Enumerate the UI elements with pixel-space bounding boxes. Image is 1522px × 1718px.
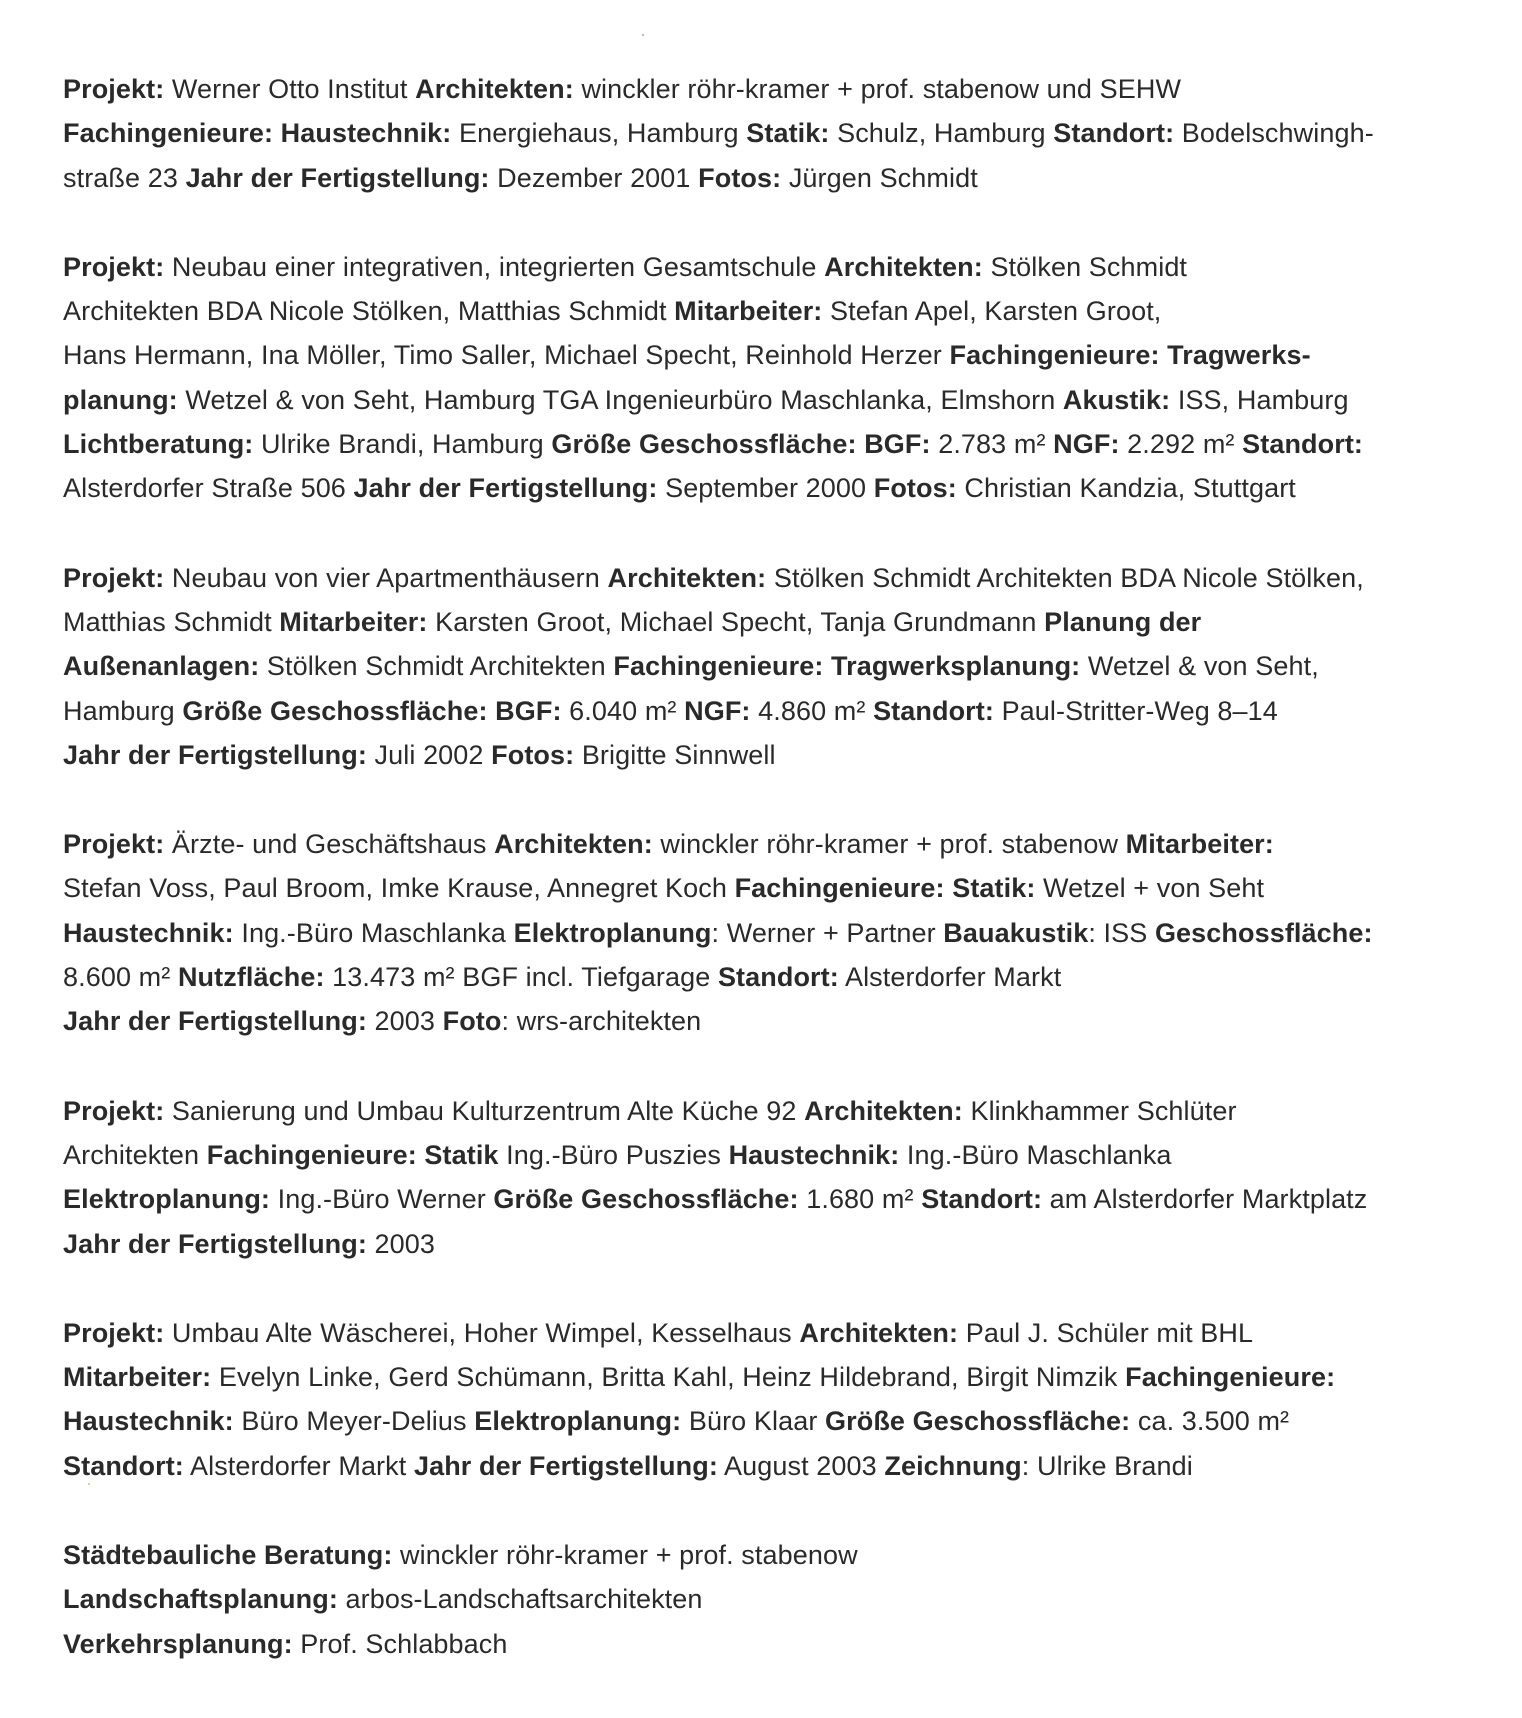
field-label: Projekt: [63, 1095, 165, 1126]
field-label: Standort: [873, 695, 994, 726]
credits-line [63, 1133, 1462, 1177]
field-label: Jahr der Fertigstellung: [63, 739, 367, 770]
field-value: Neubau einer integrativen, integrierten Gesamtschule [164, 251, 825, 282]
field-value: Umbau Alte Wäscherei, Hoher Wimpel, Kesselhaus [164, 1317, 800, 1348]
credits-line [63, 422, 1462, 466]
field-value: Brigitte Sinnwell [574, 739, 776, 770]
credits-line [63, 600, 1462, 644]
field-value: Neubau von vier Apartmenthäusern [164, 562, 608, 593]
field-label: Lichtberatung: [63, 429, 254, 460]
field-label: Größe Geschossfläche: BGF: [551, 429, 931, 460]
field-label: Architekten: [607, 562, 767, 593]
field-label: Landschaftsplanung: [63, 1584, 338, 1615]
credits-line [63, 689, 1462, 733]
scan-speck [642, 34, 644, 36]
field-value: Stölken Schmidt [982, 251, 1188, 282]
field-value: Werner Otto Institut [164, 74, 416, 104]
field-value: Karsten Groot, Michael Specht, Tanja Grundmann [427, 606, 1045, 637]
field-value: Energiehaus, Hamburg [451, 118, 747, 149]
field-value: Ulrike Brandi, Hamburg [253, 429, 552, 460]
credits-line [63, 1577, 1462, 1621]
credits-line [63, 1533, 1462, 1577]
field-label: Standort: [1242, 429, 1364, 460]
field-value: September 2000 [657, 473, 874, 504]
credits-paragraph [63, 1533, 1462, 1666]
field-value: Stefan Apel, Karsten Groot, [822, 296, 1162, 327]
field-label: Fachingenieure: Haustechnik: [63, 118, 452, 149]
credits-line [63, 733, 1462, 777]
field-value: Christian Kandzia, Stuttgart [956, 473, 1296, 504]
field-label: Projekt: [63, 829, 165, 860]
field-label: Jahr der Fertigstellung: [413, 1450, 718, 1481]
field-label: Außenanlagen: [63, 651, 260, 682]
field-value: 2.292 m² [1119, 429, 1243, 460]
field-value: Schulz, Hamburg [829, 118, 1054, 149]
field-value: Matthias Schmidt [63, 606, 280, 637]
field-label: Projekt: [63, 562, 165, 593]
field-label: Größe Geschossfläche: [825, 1406, 1131, 1437]
field-label: Haustechnik: [728, 1139, 900, 1170]
field-label: Fachingenieure: [1125, 1362, 1336, 1393]
field-value: Ärzte- und Geschäftshaus [164, 829, 495, 860]
credits-line [63, 156, 1462, 200]
credits-line [63, 1444, 1462, 1488]
field-value: Klinkhammer Schlüter [962, 1095, 1237, 1126]
field-value: Hans Hermann, Ina Möller, Timo Saller, Michael Specht, Reinhold Herzer [63, 340, 950, 371]
field-label: Nutzfläche: [177, 962, 325, 993]
credits-line [63, 289, 1462, 333]
field-value: straße 23 [63, 162, 186, 193]
field-label: Standort: [63, 1450, 184, 1481]
field-label: Fotos: [873, 473, 957, 504]
field-value: 4.860 m² [750, 695, 874, 726]
credits-line [63, 556, 1462, 600]
field-value: Evelyn Linke, Gerd Schümann, Britta Kahl, Heinz Hildebrand, Birgit Nimzik [211, 1362, 1126, 1393]
credits-line [63, 911, 1462, 955]
field-label: NGF: [684, 695, 751, 726]
field-value: Alsterdorfer Straße 506 [63, 473, 354, 504]
scan-speck [88, 1483, 90, 1485]
credits-line [63, 1089, 1462, 1133]
field-value: Büro Klaar [681, 1406, 826, 1437]
field-value: ca. 3.500 m² [1130, 1406, 1290, 1437]
field-label: Statik: [746, 118, 830, 149]
field-value: Architekten BDA Nicole Stölken, Matthias Schmidt [63, 296, 675, 327]
credits-paragraph [63, 1089, 1462, 1266]
field-value: : Ulrike Brandi [1021, 1450, 1193, 1481]
field-value: Ing.-Büro Maschlanka [233, 917, 514, 948]
field-value: 6.040 m² [561, 695, 685, 726]
field-label: Haustechnik: [63, 1406, 234, 1437]
field-value: Sanierung und Umbau Kulturzentrum Alte Küche 92 [164, 1095, 805, 1126]
field-label: Größe Geschossfläche: [493, 1184, 799, 1215]
credits-line [63, 999, 1462, 1043]
field-label: Fotos: [491, 739, 575, 770]
field-label: Bauakustik [943, 917, 1089, 948]
credits-line [63, 644, 1462, 688]
field-value: Ing.-Büro Puszies [498, 1139, 729, 1170]
field-value: 8.600 m² [63, 962, 178, 993]
field-value: Wetzel & von Seht, [1080, 651, 1319, 682]
field-value: winckler röhr-kramer + prof. stabenow [392, 1540, 858, 1571]
credits-line [63, 1311, 1462, 1355]
field-label: Mitarbeiter: [1125, 829, 1274, 860]
field-label: Elektroplanung: [474, 1406, 682, 1437]
field-label: Jahr der Fertigstellung: [185, 162, 490, 193]
field-label: Jahr der Fertigstellung: [63, 1006, 367, 1037]
field-label: Projekt: [63, 251, 165, 282]
credits-paragraph [63, 1311, 1462, 1488]
field-value: Wetzel & von Seht, Hamburg TGA Ingenieurbüro Maschlanka, Elmshorn [177, 384, 1063, 415]
credits-line [63, 1177, 1462, 1221]
field-value: August 2003 [717, 1450, 885, 1481]
field-label: Jahr der Fertigstellung: [63, 1228, 367, 1259]
credits-line [63, 111, 1462, 155]
field-label: Architekten: [824, 251, 983, 282]
field-value: Alsterdorfer Markt [183, 1450, 414, 1481]
field-label: Fotos: [698, 162, 782, 193]
credits-paragraph [63, 822, 1462, 1043]
field-value: Dezember 2001 [489, 162, 699, 193]
credits-line [63, 378, 1462, 422]
field-label: Standort: [1053, 118, 1175, 149]
field-label: Architekten: [799, 1317, 959, 1348]
field-label: Geschossfläche: [1154, 917, 1373, 948]
credits-line [63, 955, 1462, 999]
field-label: Elektroplanung: [63, 1184, 271, 1215]
field-value: winckler röhr-kramer + prof. stabenow und SEHW [573, 74, 1182, 104]
field-value: Büro Meyer-Delius [233, 1406, 475, 1437]
field-label: Größe Geschossfläche: BGF: [182, 695, 562, 726]
field-label: Planung der [1044, 606, 1202, 637]
credits-paragraph [63, 556, 1462, 777]
field-value: Juli 2002 [366, 739, 492, 770]
field-label: Haustechnik: [63, 917, 234, 948]
field-value: Stefan Voss, Paul Broom, Imke Krause, Annegret Koch [63, 873, 735, 904]
credits-paragraph [63, 245, 1462, 511]
field-value: am Alsterdorfer Marktplatz [1042, 1184, 1368, 1215]
field-value: Bodelschwingh- [1174, 118, 1374, 149]
field-label: Fachingenieure: Statik: [734, 873, 1036, 904]
field-value: Prof. Schlabbach [292, 1628, 508, 1659]
field-value: arbos-Landschaftsarchitekten [337, 1584, 703, 1615]
field-value: Wetzel + von Seht [1035, 873, 1265, 904]
field-label: Mitarbeiter: [63, 1362, 212, 1393]
field-label: Projekt: [63, 74, 165, 104]
field-value: Architekten [63, 1139, 207, 1170]
credits-line [63, 1399, 1462, 1443]
field-value: Ing.-Büro Maschlanka [899, 1139, 1172, 1170]
field-value: Alsterdorfer Markt [838, 962, 1062, 993]
field-label: Mitarbeiter: [279, 606, 428, 637]
field-value: winckler röhr-kramer + prof. stabenow [652, 829, 1126, 860]
field-label: Fachingenieure: Statik [206, 1139, 499, 1170]
field-label: Architekten: [804, 1095, 963, 1126]
field-value: : Werner + Partner [711, 917, 944, 948]
field-label: Mitarbeiter: [674, 296, 823, 327]
credits-line [63, 1222, 1462, 1266]
field-label: planung: [63, 384, 178, 415]
field-label: Standort: [921, 1184, 1043, 1215]
credits-line [63, 333, 1462, 377]
credits-line [63, 866, 1462, 910]
field-label: Elektroplanung [513, 917, 712, 948]
field-value: Hamburg [63, 695, 183, 726]
credits-paragraph [63, 67, 1462, 200]
credits-line [63, 245, 1462, 289]
field-label: Städtebauliche Beratung: [63, 1540, 393, 1571]
field-value: ISS, Hamburg [1170, 384, 1349, 415]
field-value: Stölken Schmidt Architekten [259, 651, 614, 682]
credits-line [63, 1355, 1462, 1399]
credits-line [63, 822, 1462, 866]
field-value: 13.473 m² BGF incl. Tiefgarage [324, 962, 718, 993]
field-value: 1.680 m² [798, 1184, 922, 1215]
field-value: : ISS [1088, 917, 1155, 948]
field-value: Ing.-Büro Werner [270, 1184, 494, 1215]
field-value: Paul J. Schüler mit BHL [958, 1317, 1254, 1348]
field-label: Architekten: [415, 74, 574, 104]
field-value: Jürgen Schmidt [781, 162, 978, 193]
field-label: Zeichnung [884, 1450, 1022, 1481]
field-value: 2003 [366, 1006, 443, 1037]
field-label: Akustik: [1062, 384, 1171, 415]
field-value: 2003 [366, 1228, 436, 1259]
field-label: Fachingenieure: Tragwerks- [949, 340, 1311, 371]
field-value: Stölken Schmidt Architekten BDA Nicole Stölken, [766, 562, 1364, 593]
field-value: Paul-Stritter-Weg 8–14 [993, 695, 1278, 726]
credits-line [63, 466, 1462, 510]
field-label: Verkehrsplanung: [63, 1628, 293, 1659]
credits-line [63, 67, 1462, 111]
field-label: Standort: [717, 962, 839, 993]
field-label: Foto [442, 1006, 502, 1037]
field-label: Architekten: [494, 829, 653, 860]
field-value: : wrs-architekten [501, 1006, 702, 1037]
credits-line [63, 1622, 1462, 1666]
field-label: Projekt: [63, 1317, 165, 1348]
field-label: Fachingenieure: Tragwerksplanung: [613, 651, 1081, 682]
field-label: Jahr der Fertigstellung: [353, 473, 658, 504]
field-label: NGF: [1053, 429, 1120, 460]
field-value: 2.783 m² [930, 429, 1054, 460]
